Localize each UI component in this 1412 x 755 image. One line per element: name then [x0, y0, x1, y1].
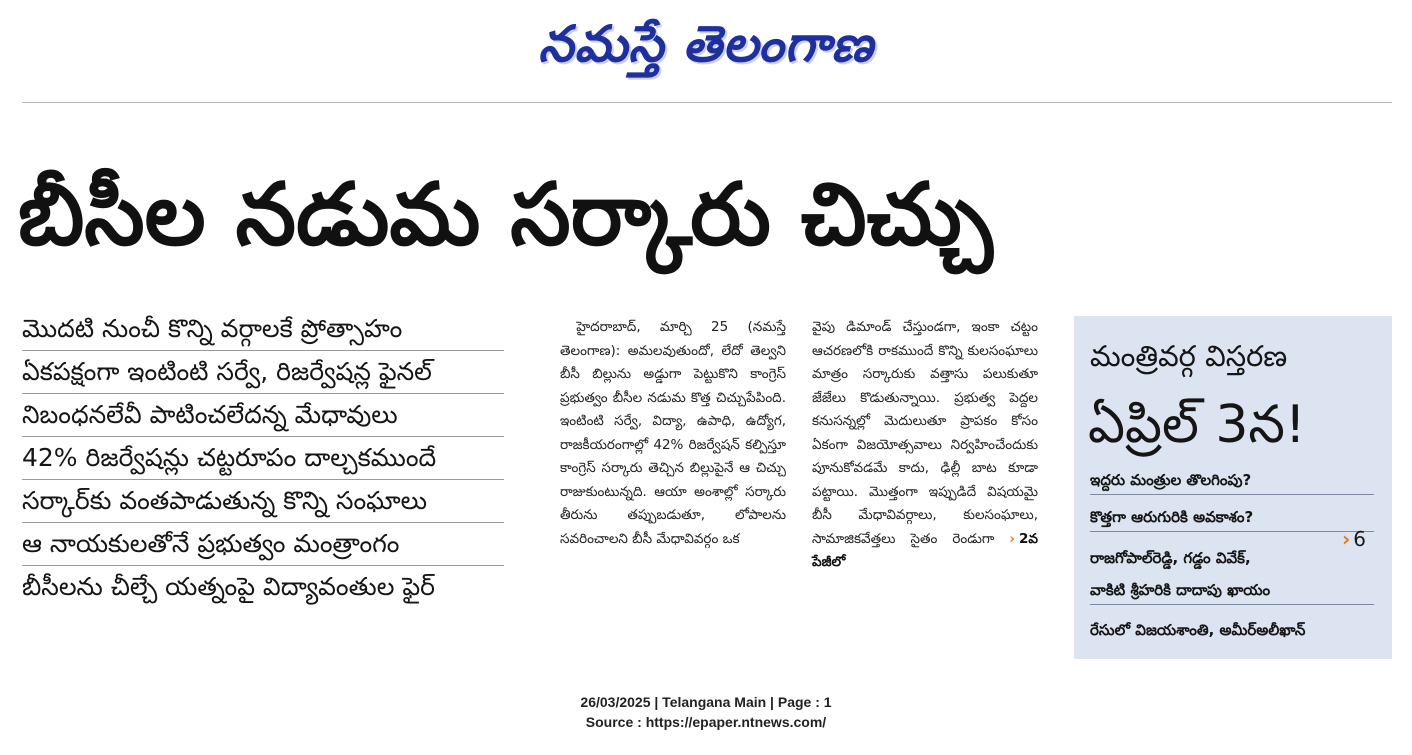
subhead-line: నిబంధనలేవీ పాటించలేదన్న మేధావులు [22, 394, 504, 437]
sidebar-item: కొత్తగా ఆరుగురికి అవకాశం? [1090, 503, 1374, 532]
masthead-divider [22, 102, 1392, 103]
article-column-1 [560, 316, 786, 551]
subhead-line: బీసీలను చీల్చే యత్నంపై విద్యావంతుల ఫైర్ [22, 572, 435, 601]
sidebar-item: రాజగోపాల్‌రెడ్డి, గడ్డం వివేక్, [1090, 549, 1251, 567]
article-body-1: హైదరాబాద్, మార్చి 25 (నమస్తే తెలంగాణ): అమలవుతుందో, లేదో తెల్వని బీసీ బిల్లును అడ్డుగా పెట్టుకొని కాంగ్రెస్ ప్రభుత్వం బీసీల నడుమ కొత్త చిచ్చుపేపింది. ఇంటింటి సర్వే, విద్యా, ఉపాధి, ఉద్యోగ, రాజకీయరంగాల్లో 42% రిజర్వేషన్ కల్పిస్తూ కాంగ్రెస్ సర్కారు తెచ్చిన బిల్లుపైనే ఆ చిచ్చు రాజుకుంటున్నది. ఆయా అంశాల్లో సర్కారు తీరును తప్పుబడుతూ, లోపాలను సవరించాలని బీసీ మేధావివర్గం ఒక [560, 319, 786, 547]
sidebar-title-line1: మంత్రివర్గ విస్తరణ [1090, 339, 1288, 373]
chevron-right-icon: › [1342, 527, 1351, 551]
page-ref-link[interactable] [1342, 527, 1366, 551]
masthead [0, 0, 1412, 100]
sidebar-item: రేసులో విజయశాంతి, అమీర్‌అలీఖాన్ [1090, 621, 1306, 639]
subhead-line: మొదటి నుంచీ కొన్ని వర్గాలకే ప్రోత్సాహం [22, 308, 504, 351]
sidebar-title-line2: ఏప్రిల్ 3న! [1088, 395, 1306, 455]
footer-line1: 26/03/2025 | Telangana Main | Page : 1 [580, 694, 832, 710]
article-column-2 [812, 316, 1038, 575]
chevron-right-icon: › [1009, 530, 1015, 547]
subheads [22, 308, 504, 608]
sidebar-item: వాకిటి శ్రీహరికి దాదాపు ఖాయం [1090, 576, 1374, 605]
main-headline: బీసీల నడుమ సర్కారు చిచ్చు [18, 165, 993, 265]
subhead-line: 42% రిజర్వేషన్లు చట్టరూపం దాల్చకముందే [22, 437, 504, 480]
continue-label: 2వ పేజీలో [812, 530, 1038, 570]
article-body-2: వైపు డిమాండ్ చేస్తుండగా, ఇంకా చట్టం ఆచరణలోకి రాకముందే కొన్ని కులసంఘాలు మాత్రం సర్కారుకు వత్తాసు పలుకుతూ జేజేలు కొడుతున్నాయి. ప్రభుత్వ పెద్దల కనుసన్నల్లో మెదులుతూ ప్రాపకం కోసం ఏకంగా విజయోత్సవాలు నిర్వహించేందుకు పూనుకోవడమే కాదు, ఢిల్లీ బాట కూడా పట్టాయి. మొత్తంగా ఇప్పుడిదే విషయమై బీసీ మేధావివర్గాలు, కులసంఘాలు, సామాజికవేత్తలు సైతం రెండుగా [812, 319, 1038, 547]
sidebar-box [1074, 316, 1392, 659]
subhead-line: సర్కార్‌కు వంతపాడుతున్న కొన్ని సంఘాలు [22, 480, 504, 523]
page-ref-number: 6 [1353, 527, 1366, 551]
sidebar-item: ఇద్దరు మంత్రుల తొలగింపు? [1090, 466, 1374, 495]
footer-source-link[interactable]: Source : https://epaper.ntnews.com/ [585, 714, 827, 730]
footer [0, 692, 1412, 732]
subhead-line: ఆ నాయకులతోనే ప్రభుత్వం మంత్రాంగం [22, 523, 504, 566]
masthead-logo: నమస్తే తెలంగాణ [538, 14, 874, 73]
subhead-line: ఏకపక్షంగా ఇంటింటి సర్వే, రిజర్వేషన్ల ఫైనల్ [22, 351, 504, 394]
